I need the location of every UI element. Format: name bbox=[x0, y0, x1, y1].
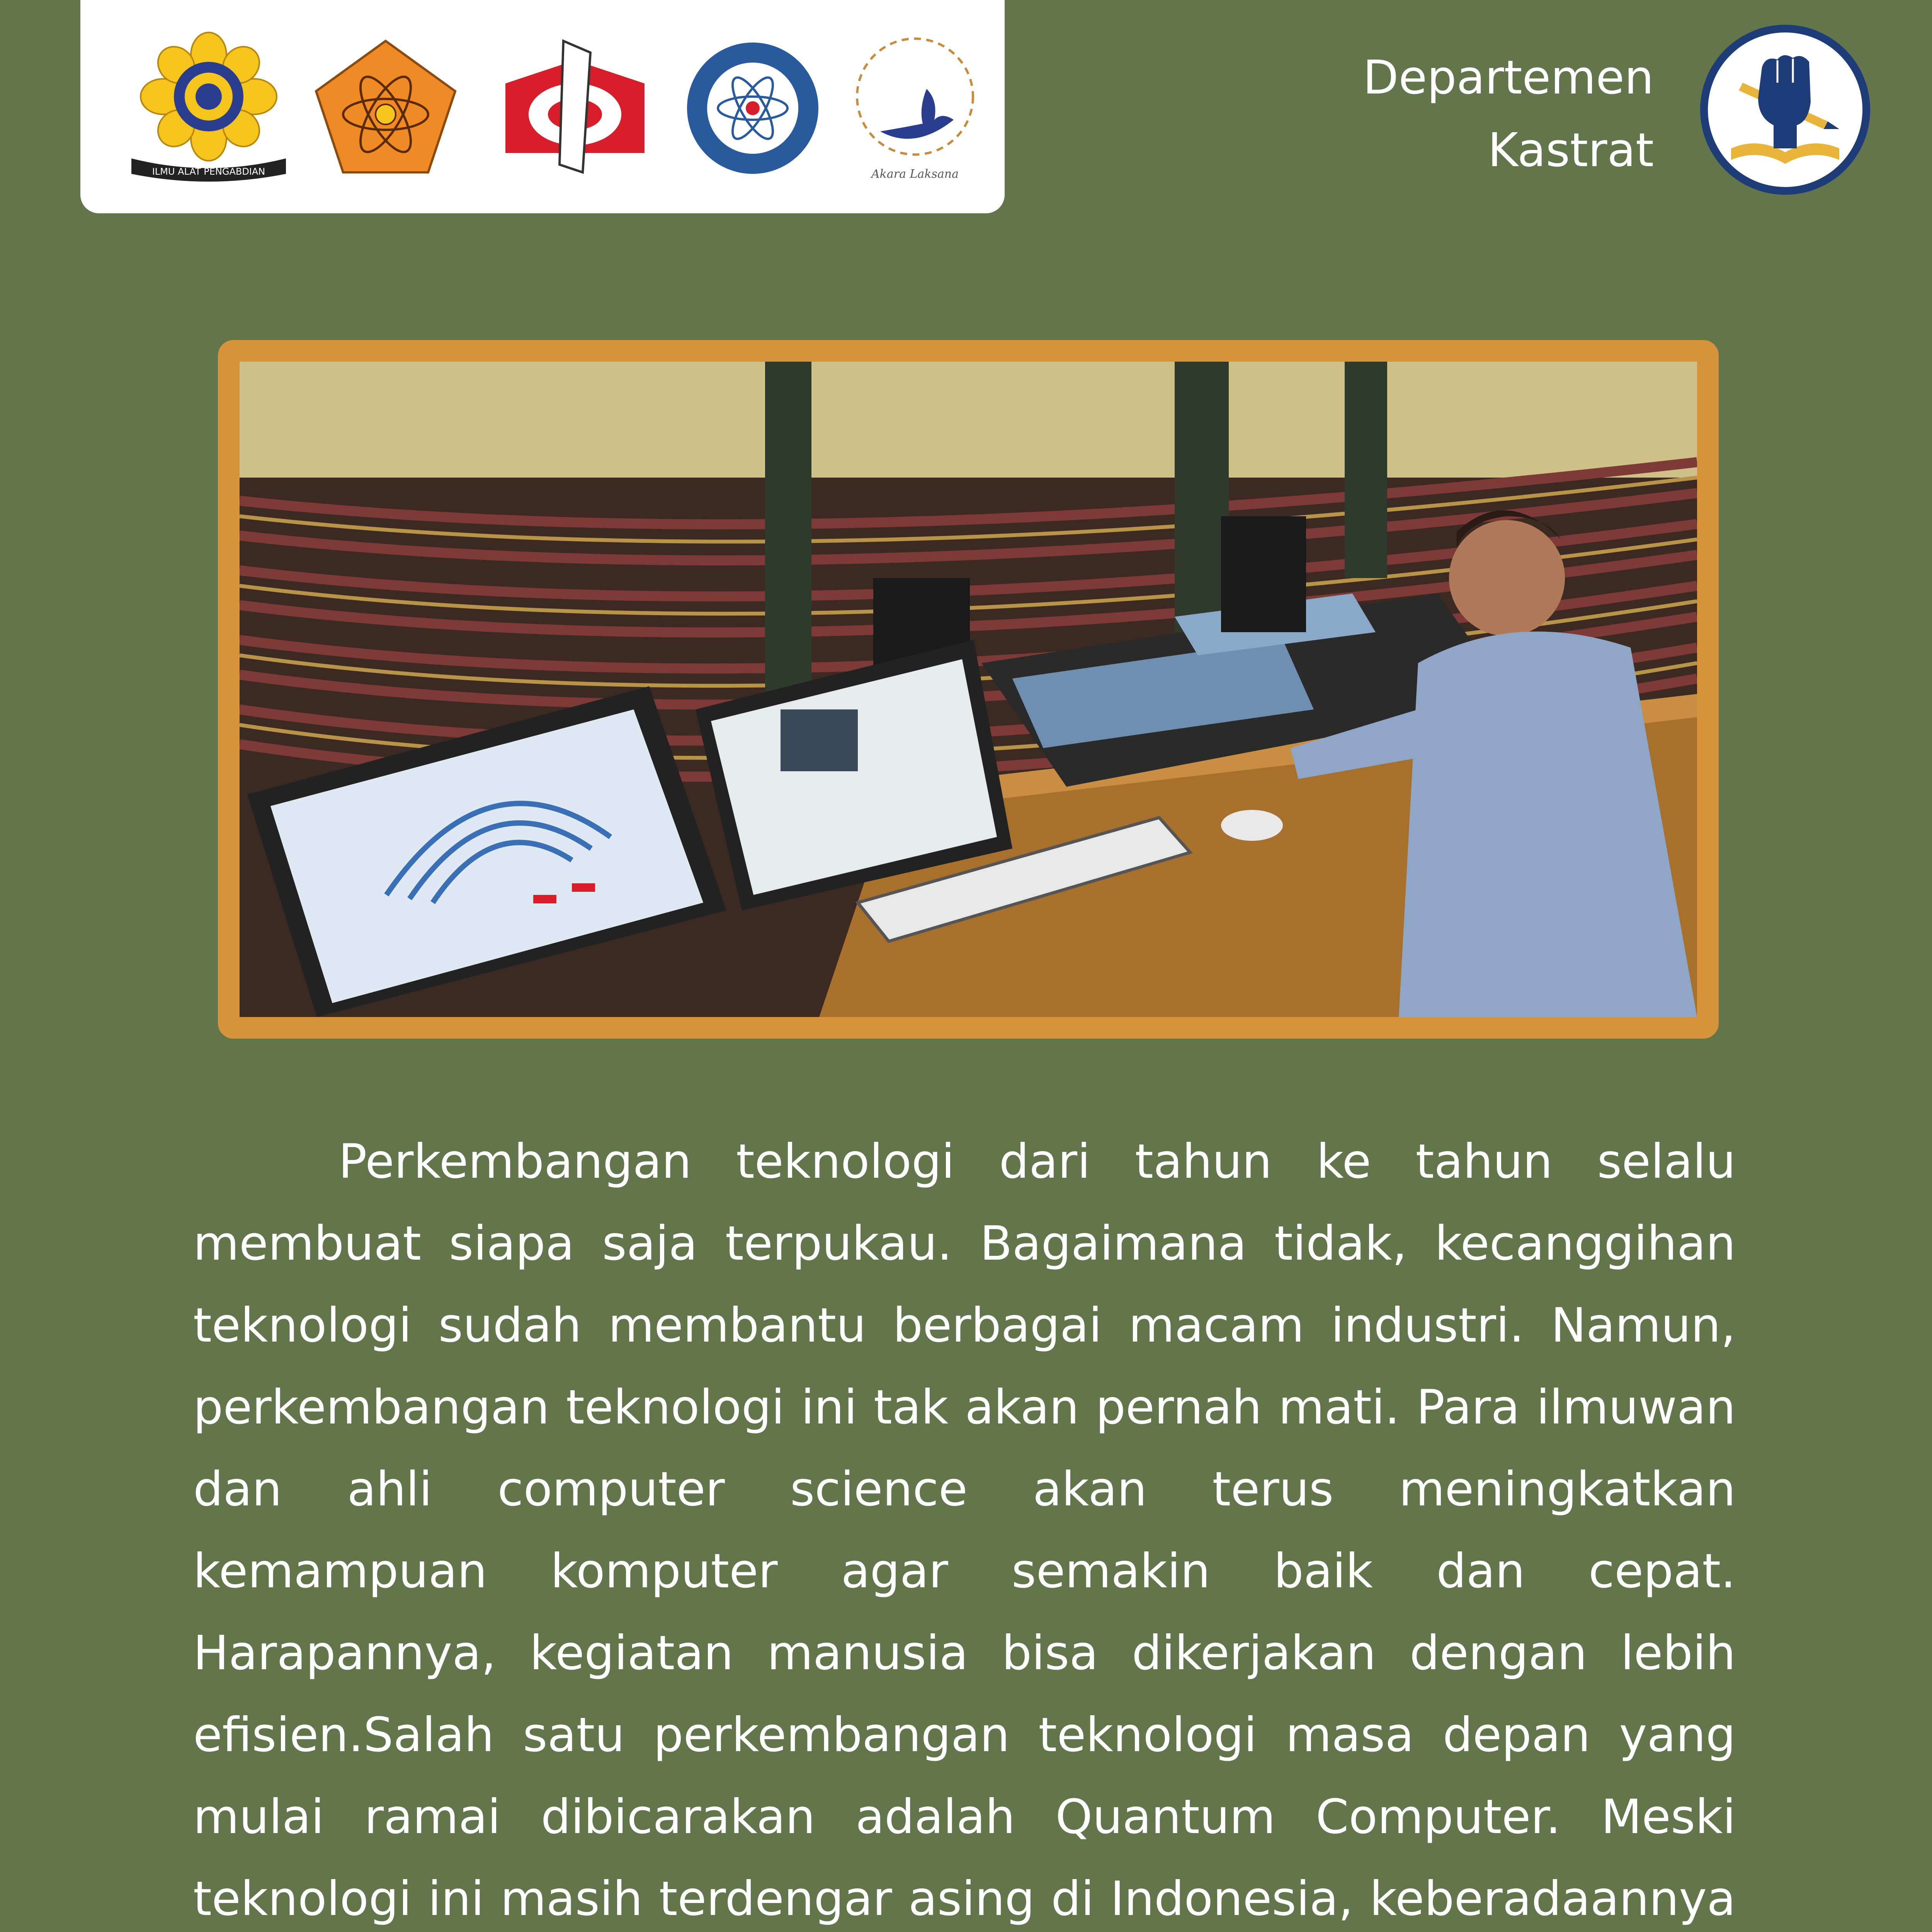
logo-bar bbox=[80, 0, 1005, 213]
photo bbox=[240, 362, 1697, 1017]
keluarga-mahasiswa-logo bbox=[312, 37, 459, 176]
universitas-sriwijaya-logo bbox=[124, 31, 294, 185]
akara-laksana-caption: Akara Laksana bbox=[871, 167, 959, 181]
photo-frame bbox=[218, 340, 1719, 1039]
faculty-logo bbox=[498, 37, 652, 176]
department-badge-icon bbox=[1700, 25, 1870, 195]
department-title bbox=[1190, 42, 1654, 187]
department-line-1: Departemen bbox=[1363, 51, 1654, 105]
mixing-console-photo bbox=[240, 362, 1697, 1017]
sriwijaya-motto: ILMU ALAT PENGABDIAN bbox=[152, 166, 265, 177]
article-paragraph: Perkembangan teknologi dari tahun ke tahun selalu membuat siapa saja terpukau. Bagaimana tidak, kecanggihan teknologi sudah membantu berbagai macam industri. Namun, perkembangan teknologi ini tak akan pernah mati. Para ilmuwan dan ahli computer science akan terus meningkatkan kemampuan komputer agar semakin baik dan cepat. Harapannya, kegiatan manusia bisa dikerjakan dengan lebih efisien.Salah satu perkembangan teknologi masa depan yang mulai ramai dibicarakan adalah Quantum Computer. Meski teknologi ini masih terdengar asing di Indonesia, keberadaannya bbox=[193, 1134, 1736, 1926]
akara-laksana-logo bbox=[845, 31, 985, 185]
himafia-logo bbox=[683, 39, 822, 178]
department-line-2: Kastrat bbox=[1488, 124, 1654, 177]
